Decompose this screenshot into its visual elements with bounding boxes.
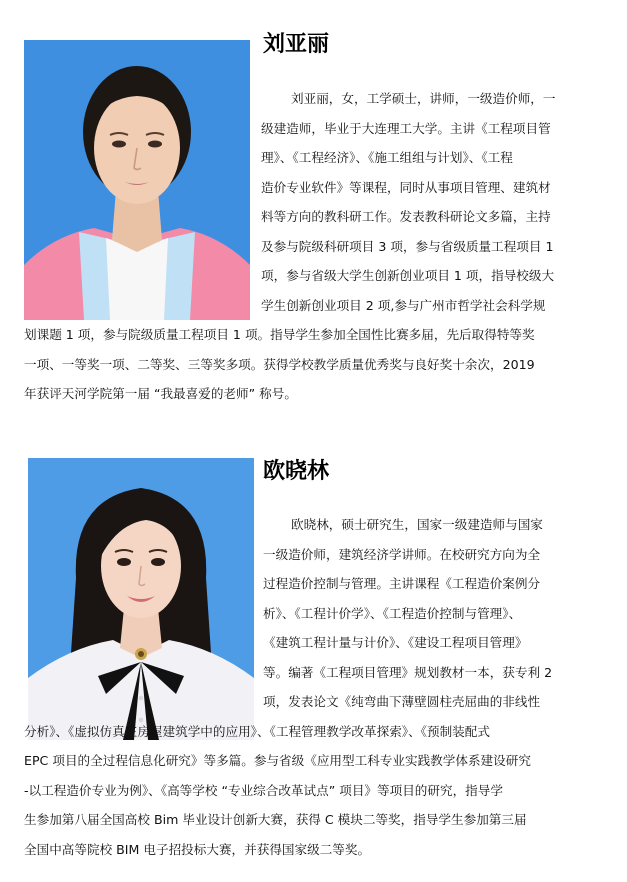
bio-line: 理》、《工程经济》、《施工组组与计划》、《工程 <box>261 150 513 165</box>
bio-line: 欧晓林，硕士研究生，国家一级建造师与国家 <box>291 517 543 532</box>
bio-line: 等。编著《工程项目管理》规划教材一本，获专利 2 <box>263 664 553 680</box>
bio-line: 划课题 1 项，参与院级质量工程项目 1 项。指导学生参加全国性比赛多届，先后取得特等奖 <box>24 327 535 342</box>
person-name: 刘亚丽 <box>263 31 330 57</box>
person-name: 欧晓林 <box>263 458 330 484</box>
bio-line: 级建造师，毕业于大连理工大学。主讲《工程项目管 <box>261 120 551 136</box>
bio-line: 造价专业软件》等课程，同时从事项目管理、建筑材 <box>261 179 551 195</box>
person-bio <box>24 510 552 864</box>
bio-line: 析》、《工程计价学》、《工程造价控制与管理》、 <box>263 605 522 621</box>
bio-line: 过程造价控制与管理。主讲课程《工程造价案例分 <box>263 576 541 591</box>
bio-line: 料等方向的教科研工作。发表教科研论文多篇，主持 <box>261 209 551 224</box>
bio-line: 及参与院级科研项目 3 项，参与省级质量工程项目 1 <box>261 238 554 254</box>
bio-line: 刘亚丽，女，工学硕士，讲师，一级造价师，一 <box>291 91 556 106</box>
bio-line: 项，发表论文《纯弯曲下薄壁圆柱壳屈曲的非线性 <box>263 694 541 709</box>
bio-line: 生参加第八届全国高校 Bim 毕业设计创新大赛，获得 C 模块二等奖，指导学生参加第三届 <box>24 812 527 827</box>
bio-line: 《建筑工程计量与计价》、《建设工程项目管理》 <box>263 635 528 650</box>
bio-line: 全国中高等院校 BIM 电子招投标大赛，并获得国家级二等奖。 <box>24 841 371 857</box>
bio-line: 项，参与省级大学生创新创业项目 1 项，指导校级大 <box>261 268 555 283</box>
bio-line: EPC 项目的全过程信息化研究》等多篇。参与省级《应用型工科专业实践教学体系建设研究 <box>24 753 531 768</box>
bio-line: 年获评天河学院第一届 “我最喜爱的老师” 称号。 <box>24 386 297 401</box>
bio-line: -以工程造价专业为例》、《高等学校 “专业综合改革试点” 项目》等项目的研究，指导学 <box>24 782 503 798</box>
bio-line: 分析》、《虚拟仿真在房屋建筑学中的应用》、《工程管理教学改革探索》、《预制装配式 <box>24 723 490 739</box>
bio-line: 学生创新创业项目 2 项,参与广州市哲学社会科学规 <box>261 297 546 313</box>
bio-line: 一级造价师，建筑经济学讲师。在校研究方向为全 <box>263 546 541 562</box>
person-bio <box>24 84 555 409</box>
bio-line: 一项、一等奖一项、二等奖、三等奖多项。获得学校教学质量优秀奖与良好奖十余次，2019 <box>24 356 535 372</box>
